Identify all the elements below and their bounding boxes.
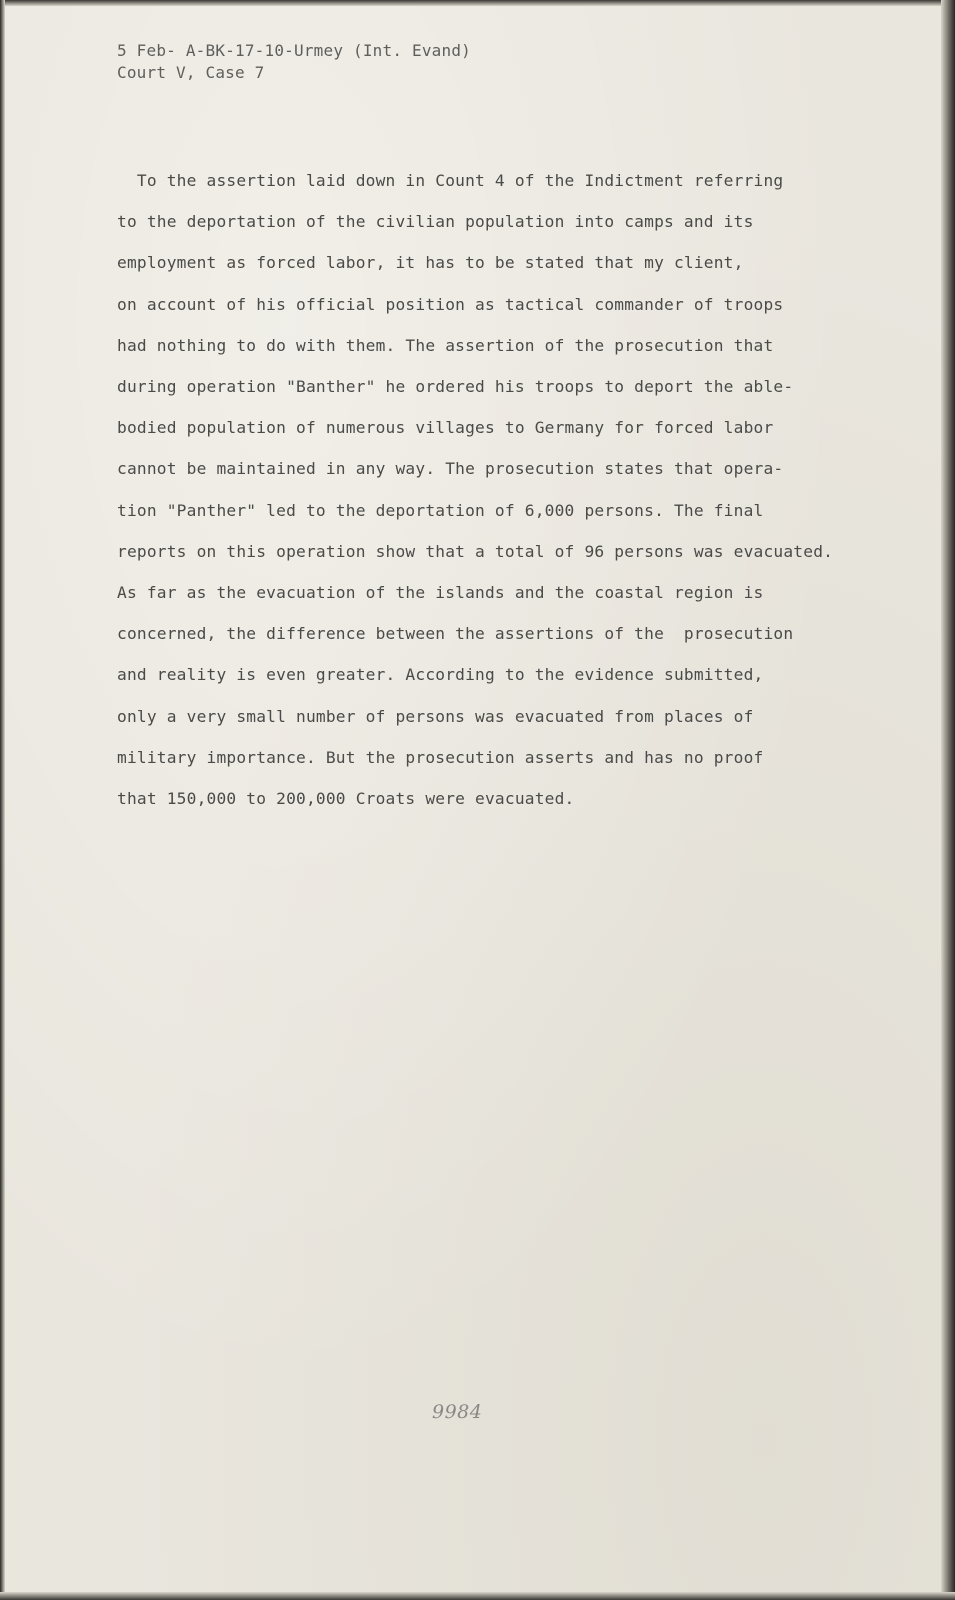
document-header bbox=[117, 40, 471, 84]
page-edge-right bbox=[941, 0, 955, 1600]
body-line: concerned, the difference between the assertions of the prosecution bbox=[117, 624, 794, 644]
body-line: employment as forced labor, it has to be stated that my client, bbox=[117, 253, 744, 273]
body-line: that 150,000 to 200,000 Croats were evacuated. bbox=[117, 789, 575, 809]
body-line: bodied population of numerous villages to Germany for forced labor bbox=[117, 418, 774, 438]
body-line: military importance. But the prosecution asserts and has no proof bbox=[117, 747, 764, 767]
body-line: tion "Panther" led to the deportation of 6,000 persons. The final bbox=[117, 500, 764, 520]
body-line: on account of his official position as tactical commander of troops bbox=[117, 294, 784, 314]
body-line: cannot be maintained in any way. The prosecution states that opera- bbox=[117, 459, 784, 479]
page-number: 9984 bbox=[432, 1401, 483, 1423]
document-body bbox=[117, 160, 857, 819]
body-line: had nothing to do with them. The assertion of the prosecution that bbox=[117, 335, 774, 355]
page-edge-top bbox=[0, 0, 955, 6]
body-line: reports on this operation show that a total of 96 persons was evacuated. bbox=[117, 541, 834, 561]
page-edge-bottom bbox=[0, 1592, 955, 1600]
body-line: To the assertion laid down in Count 4 of the Indictment referring bbox=[117, 171, 784, 190]
header-court-line: Court V, Case 7 bbox=[117, 63, 265, 82]
body-line: and reality is even greater. According to the evidence submitted, bbox=[117, 665, 764, 685]
body-line: during operation "Banther" he ordered his troops to deport the able- bbox=[117, 377, 794, 397]
page-edge-left bbox=[0, 0, 5, 1600]
body-line: only a very small number of persons was evacuated from places of bbox=[117, 706, 754, 726]
header-reference-line: 5 Feb- A-BK-17-10-Urmey (Int. Evand) bbox=[117, 41, 471, 60]
body-line: to the deportation of the civilian population into camps and its bbox=[117, 212, 754, 232]
body-line: As far as the evacuation of the islands and the coastal region is bbox=[117, 583, 764, 603]
